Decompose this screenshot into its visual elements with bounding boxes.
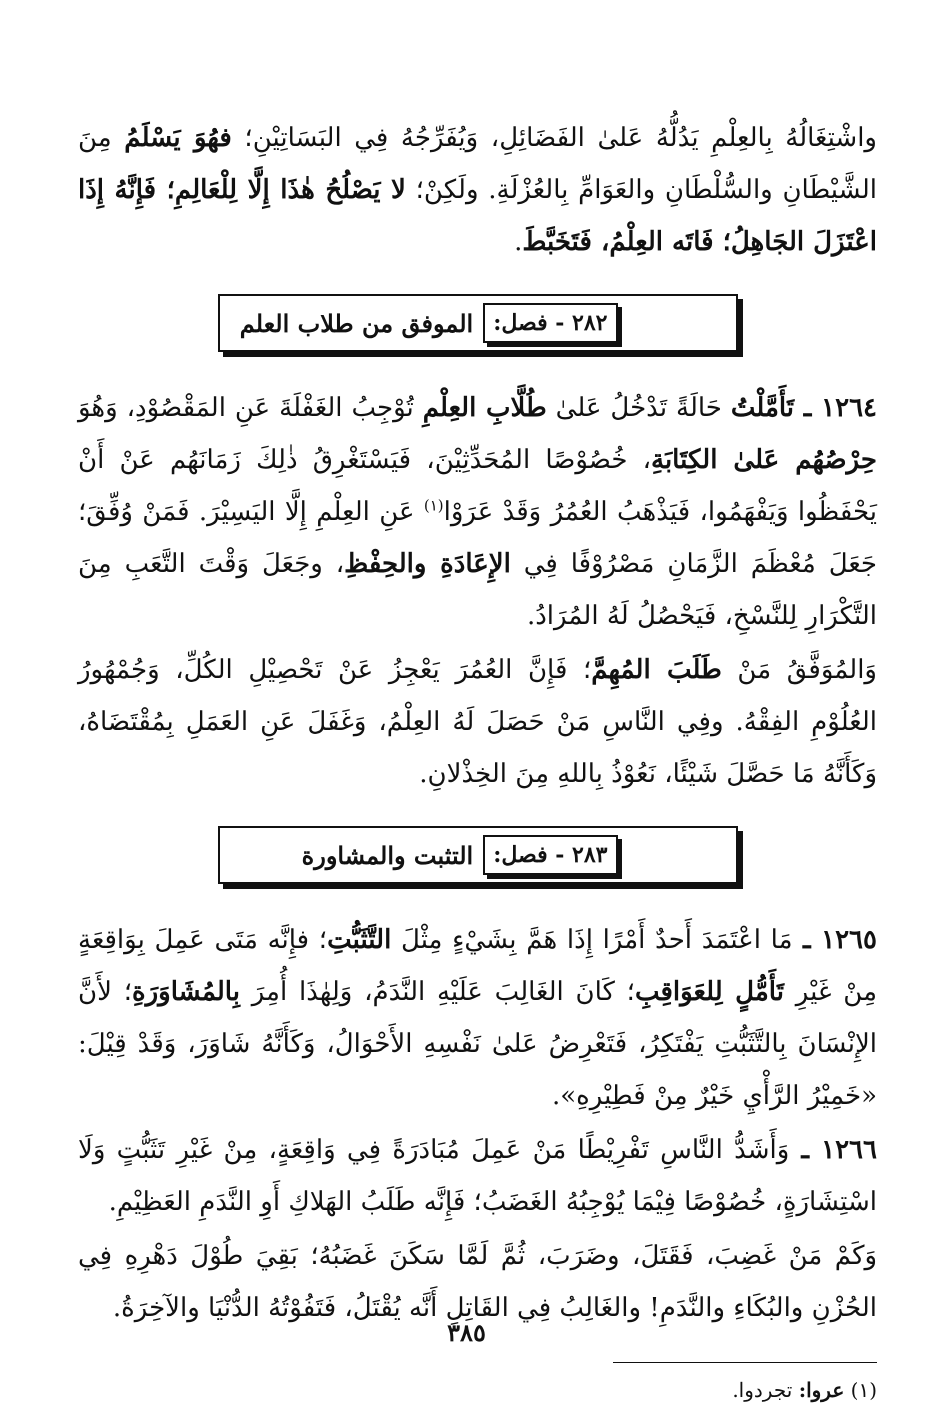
section-282-heading bbox=[218, 294, 738, 352]
intro-bold-1: فهُوَ يَسْلَمُ bbox=[124, 123, 232, 153]
p1265-text-c: ؛ فإِنَّه مَتَى عَمِلَ بِوَاقِعَةٍ مِنْ غَيْرِ bbox=[78, 925, 878, 1007]
section-283-title: التثبت والمشاورة bbox=[301, 840, 474, 870]
p1265-bold-b: التَّثَبُّتِ bbox=[327, 925, 392, 955]
p1264-bold-a: تَأَمَّلْتُ bbox=[730, 393, 795, 423]
p1266-text: وَأَشَدُّ النَّاسِ تَفْرِيْطًا مَنْ عَمِلَ مُبَادَرَةً فِي وَاقِعَةٍ، مِنْ غَيْرِ تَثَبُّتٍ وَلَا اسْتِشَارَةٍ، خُصُوْصًا فِيْمَا يُوْجِبُهُ الغَضَبُ؛ فَإِنَّه طَلَبُ الهَلاكِ أَوِ النَّدَمِ العَظِيْمِ. bbox=[78, 1135, 877, 1217]
p1264-text-f: ، خُصُوْصًا المُحَدِّثِيْنَ، فَيَسْتَغْرِقُ ذٰلِكَ زَمَانَهُم عَنْ أَنْ يَحْفَظُوا وَيَفْهَمُوا، فَيَذْهَبُ العُمُرُ وَقَدْ عَرَوْا bbox=[78, 445, 877, 527]
intro-text-2: مِنَ الشَّيْطَانِ والسُّلْطَانِ والعَوَامِّ بِالعُزْلَةِ. ولَكِنْ؛ bbox=[78, 123, 877, 205]
footnote-1 bbox=[78, 1375, 877, 1405]
footnote-ref-1[interactable]: (١) bbox=[423, 496, 444, 515]
paragraph-number-1266: ١٢٦٦ ـ bbox=[789, 1135, 877, 1165]
section-282-number: ٢٨٢ - فصل: bbox=[483, 303, 617, 343]
p1266b-text: وَكَمْ مَنْ غَضِبَ، فَقَتَلَ، وضَرَبَ، ثُمَّ لَمَّا سَكَنَ غَضَبُهُ؛ بَقِيَ طُوْلَ دَهْرِهِ فِي الحُزْنِ والبُكَاءِ والنَّدَمِ! والغَالِبُ فِي القَاتِلِ أَنَّه يُقْتَلُ، فَتَفُوْتُهُ الدُّنْيَا والآخِرَةُ. bbox=[78, 1241, 877, 1323]
p1264-text-i: ، وجَعَلَ وَقْتَ التَّعَبِ مِنَ التَّكْرَارِ لِلنَّسْخِ، فَيَحْصُلُ لَهُ المُرَادُ. bbox=[78, 549, 877, 631]
intro-bold-2: لا يَصْلُحُ هٰذَا إِلَّا لِلْعَالِمِ؛ فَإِنَّهُ إِذَا اعْتَزَلَ الجَاهِلُ؛ فَاتَه العِلْمُ، فَتَخَبَّطَ bbox=[78, 175, 877, 257]
paragraph-1266 bbox=[78, 1124, 877, 1228]
p1265-text-e: ؛ كَانَ الغَالِبَ عَلَيْهِ النَّدَمُ، وَلِهٰذَا أُمِرَ bbox=[239, 977, 635, 1007]
paragraph-1264 bbox=[78, 382, 877, 642]
p1264b-text-c: ؛ فَإِنَّ العُمُرَ يَعْجِزُ عَنْ تَحْصِيْلِ الكُلِّ، وَجُمْهُورُ العُلُوْمِ الفِقْهُ. وفِي النَّاسِ مَنْ حَصَلَ لَهُ العِلْمُ، وَغَفَلَ عَنِ العَمَلِ بِمُقْتَضَاهُ، وَكَأَنَّهُ مَا حَصَّلَ شَيْئًا، نَعُوْذُ بِاللهِ مِنَ الخِذْلانِ. bbox=[78, 655, 877, 789]
p1264-bold-h: الإِعَادَةِ والحِفْظِ bbox=[344, 549, 511, 579]
p1265-text-a: مَا اعْتَمَدَ أَحدٌ أَمْرًا إِذَا هَمَّ بِشَيْءٍ مِثْلَ bbox=[391, 925, 793, 955]
p1264b-text-a: وَالمُوَفَّقُ مَنْ bbox=[721, 655, 877, 685]
paragraph-1265 bbox=[78, 914, 877, 1122]
p1264b-bold-b: طَلَبَ المُهِمَّ bbox=[591, 655, 722, 685]
section-283-heading bbox=[218, 826, 738, 884]
p1265-bold-f: بِالمُشَاوَرَةِ bbox=[131, 977, 240, 1007]
footnote-gloss: تجردوا. bbox=[732, 1378, 799, 1402]
intro-text-1: واشْتِغَالُهُ بِالعِلْمِ يَدُلُّهُ عَلىٰ الفَضَائِلِ، وَيُفَرِّجُهُ فِي البَسَاتِيْنِ؛ bbox=[231, 123, 877, 153]
p1264-bold-c: طُلَّابِ العِلْمِ bbox=[422, 393, 547, 423]
p1265-text-g: ؛ لأَنَّ الإِنْسَانَ بِالتَّثَبُّتِ يَفْتَكِرُ، فَتَعْرِضُ عَلىٰ نَفْسِهِ الأَحْوَالُ، وَكَأَنَّهُ شَاوَرَ، وَقَدْ قِيْلَ: «خَمِيْرُ الرَّأْيِ خَيْرٌ مِنْ فَطِيْرِهِ». bbox=[78, 977, 877, 1111]
section-283-number: ٢٨٣ - فصل: bbox=[483, 835, 617, 875]
footnote-marker: (١) bbox=[850, 1378, 877, 1402]
paragraph-number-1264: ١٢٦٤ ـ bbox=[794, 393, 877, 423]
intro-text-3: . bbox=[514, 227, 523, 257]
paragraph-number-1265: ١٢٦٥ ـ bbox=[792, 925, 877, 955]
footnote-divider bbox=[613, 1362, 877, 1363]
p1264-bold-e: حِرْصُهُم عَلىٰ الكِتَابَةِ bbox=[651, 445, 877, 475]
section-282-title: الموفق من طلاب العلم bbox=[239, 308, 474, 338]
paragraph-1264-continued bbox=[78, 644, 877, 800]
p1265-bold-d: تَأَمُّلٍ لِلعَوَاقِبِ bbox=[634, 977, 784, 1007]
p1264-text-d: تُوْجِبُ الغَفْلَةَ عَنِ المَقْصُوْدِ، وَهُوَ bbox=[78, 393, 423, 423]
p1264-text-b: حَالَةً تَدْخُلُ عَلىٰ bbox=[546, 393, 731, 423]
footnote-term: عروا: bbox=[798, 1378, 845, 1402]
page-number: ٣٨٥ bbox=[447, 1318, 486, 1347]
p1264-text-g: عَنِ العِلْمِ إِلَّا اليَسِيْرَ. فَمَنْ وُفِّقَ؛ جَعَلَ مُعْظَمَ الزَّمَانِ مَصْرُوْفًا فِي bbox=[78, 497, 877, 579]
intro-paragraph bbox=[78, 112, 877, 268]
